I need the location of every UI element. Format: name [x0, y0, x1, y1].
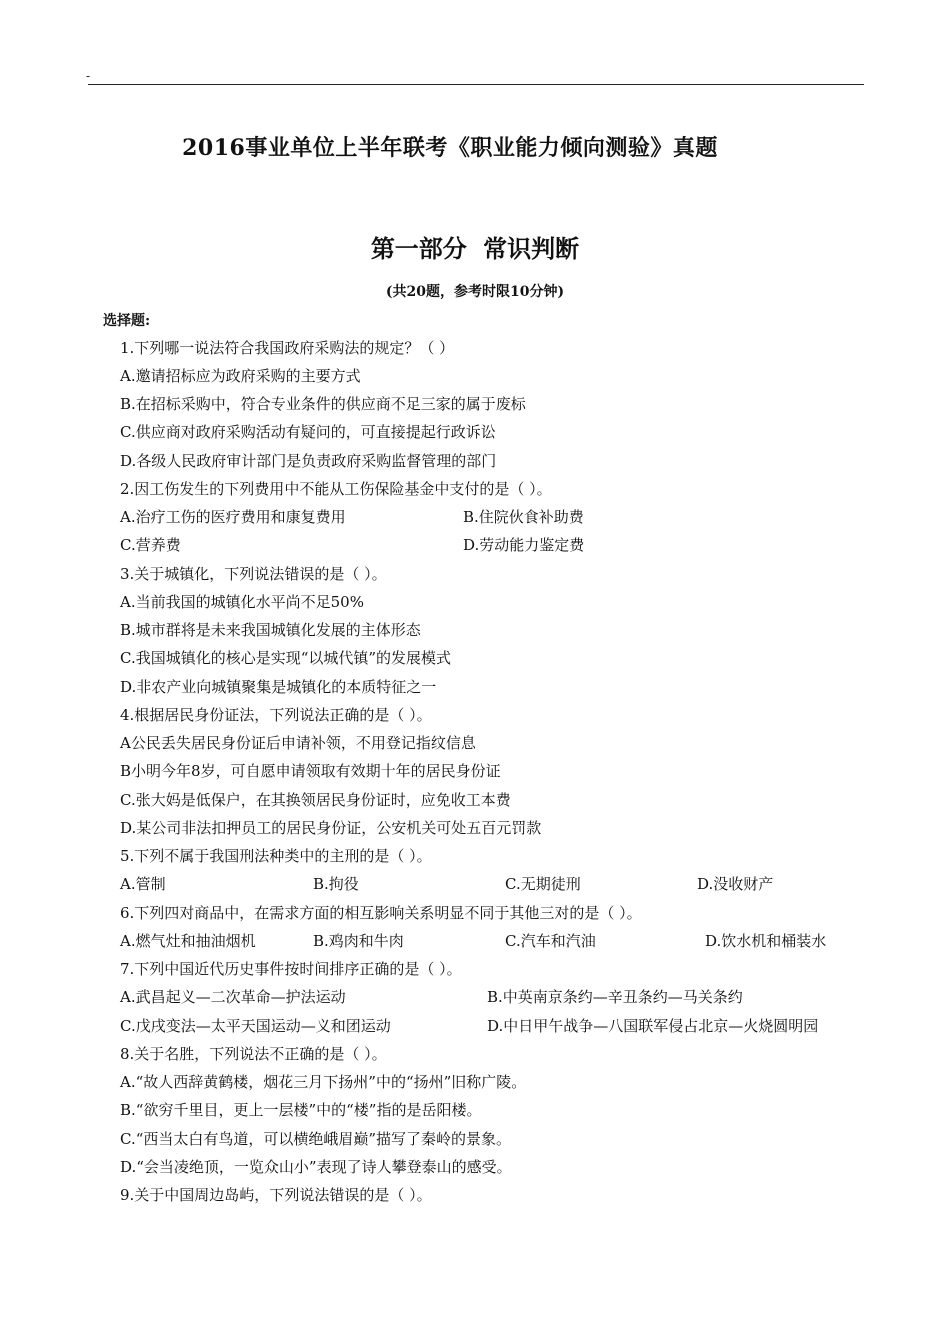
question-option: B.中英南京条约—辛丑条约—马关条约 — [487, 988, 743, 1006]
question-option: D.劳动能力鉴定费 — [463, 536, 585, 554]
header-mark: - — [86, 69, 91, 83]
question-stem: 5.下列不属于我国刑法种类中的主刑的是（ ）。 — [120, 847, 432, 865]
question-option: D.饮水机和桶装水 — [705, 932, 827, 950]
question-option: C.汽车和汽油 — [505, 932, 596, 950]
question-option: A.“故人西辞黄鹤楼，烟花三月下扬州”中的“扬州”旧称广陵。 — [120, 1073, 527, 1091]
question-option: B.城市群将是未来我国城镇化发展的主体形态 — [120, 621, 421, 639]
question-option: B.拘役 — [313, 875, 359, 893]
section-heading: 第一部分 常识判断 — [370, 234, 580, 263]
question-option: A.管制 — [120, 875, 166, 893]
question-option: D.“会当凌绝顶，一览众山小”表现了诗人攀登泰山的感受。 — [120, 1158, 512, 1176]
question-option: D.各级人民政府审计部门是负责政府采购监督管理的部门 — [120, 452, 497, 470]
question-option: C.营养费 — [120, 536, 181, 554]
question-option: A.治疗工伤的医疗费用和康复费用 — [120, 508, 346, 526]
question-option: D.中日甲午战争—八国联军侵占北京—火烧圆明园 — [487, 1017, 819, 1035]
question-option: B小明今年8岁，可自愿申请领取有效期十年的居民身份证 — [120, 762, 501, 780]
question-stem: 7.下列中国近代历史事件按时间排序正确的是（ ）。 — [120, 960, 462, 978]
question-stem: 9.关于中国周边岛屿，下列说法错误的是（ ）。 — [120, 1186, 432, 1204]
question-stem: 3.关于城镇化，下列说法错误的是（ ）。 — [120, 565, 387, 583]
question-option: C.“西当太白有鸟道，可以横绝峨眉巅”描写了秦岭的景象。 — [120, 1130, 512, 1148]
question-option: A.燃气灶和抽油烟机 — [120, 932, 256, 950]
question-option: D.非农产业向城镇聚集是城镇化的本质特征之一 — [120, 678, 437, 696]
question-option: A.邀请招标应为政府采购的主要方式 — [120, 367, 361, 385]
question-option: A.武昌起义—二次革命—护法运动 — [120, 988, 346, 1006]
question-option: B.“欲穷千里目，更上一层楼”中的“楼”指的是岳阳楼。 — [120, 1101, 482, 1119]
question-option: D.没收财产 — [697, 875, 774, 893]
question-stem: 2.因工伤发生的下列费用中不能从工伤保险基金中支付的是（ ）。 — [120, 480, 552, 498]
question-option: C.我国城镇化的核心是实现“以城代镇”的发展模式 — [120, 649, 452, 667]
document-title: 2016事业单位上半年联考《职业能力倾向测验》真题 — [182, 135, 718, 161]
question-option: C.无期徒刑 — [505, 875, 581, 893]
question-stem: 8.关于名胜，下列说法不正确的是（ ）。 — [120, 1045, 387, 1063]
question-type-label: 选择题: — [103, 313, 151, 329]
question-option: D.某公司非法扣押员工的居民身份证，公安机关可处五百元罚款 — [120, 819, 542, 837]
header-rule — [88, 84, 864, 85]
question-option: B.鸡肉和牛肉 — [313, 932, 404, 950]
section-note: (共20题，参考时限10分钟) — [385, 284, 565, 300]
question-option: A.当前我国的城镇化水平尚不足50% — [120, 593, 364, 611]
question-option: C.戊戌变法—太平天国运动—义和团运动 — [120, 1017, 391, 1035]
question-stem: 4.根据居民身份证法，下列说法正确的是（ ）。 — [120, 706, 432, 724]
question-option: C.张大妈是低保户，在其换领居民身份证时，应免收工本费 — [120, 791, 511, 809]
question-option: B.住院伙食补助费 — [463, 508, 584, 526]
question-option: A公民丢失居民身份证后申请补领，不用登记指纹信息 — [120, 734, 476, 752]
question-stem: 1.下列哪一说法符合我国政府采购法的规定？（ ） — [120, 339, 455, 357]
question-option: C.供应商对政府采购活动有疑问的，可直接提起行政诉讼 — [120, 423, 496, 441]
question-stem: 6.下列四对商品中，在需求方面的相互影响关系明显不同于其他三对的是（ ）。 — [120, 904, 642, 922]
question-option: B.在招标采购中，符合专业条件的供应商不足三家的属于废标 — [120, 395, 526, 413]
